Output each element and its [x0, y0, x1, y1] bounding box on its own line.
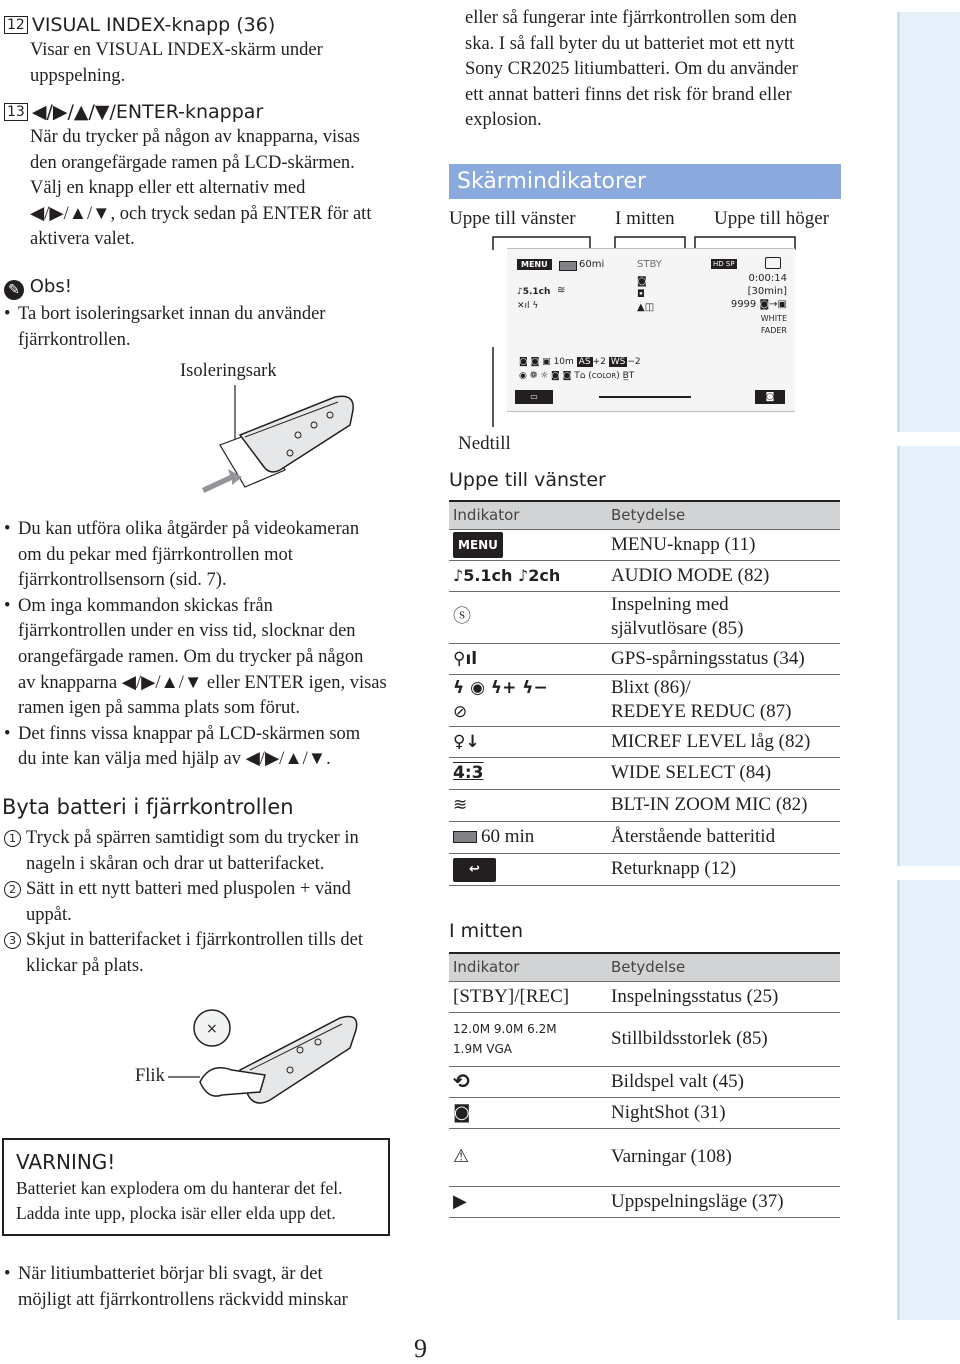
row-meaning: BLT-IN ZOOM MIC (82)	[607, 790, 840, 822]
header-indicator: Indikator	[449, 501, 607, 530]
item-title: VISUAL INDEX-knapp (36)	[31, 14, 276, 36]
screen-camera-button[interactable]: ◙	[755, 390, 785, 404]
step-line: Skjut in batterifacket i fjärrkontrollen tills det	[26, 930, 364, 951]
label-top-left: Uppe till vänster	[449, 208, 576, 229]
page-number: 9	[414, 1334, 427, 1363]
step-number: 3	[4, 932, 21, 949]
row-meaning: Blixt (86)/	[611, 677, 691, 698]
screen-media-icon	[765, 257, 781, 269]
bullet-line: Om inga kommandon skickas från	[18, 595, 273, 616]
row-meaning: GPS-spårningsstatus (34)	[607, 644, 840, 675]
zoom-mic-icon: ≋	[453, 795, 468, 815]
screen-photo-count: 9999 ◙→▣	[730, 299, 787, 310]
table2-title: I mitten	[449, 920, 524, 942]
battery-steps	[4, 826, 404, 980]
warning-line: Batteriet kan explodera om du hanterar det fel.	[16, 1178, 343, 1198]
note-icon: ✎	[4, 280, 24, 300]
bullet-line: När litiumbatteriet börjar bli svagt, är det	[18, 1264, 323, 1284]
row-meaning: NightShot (31)	[607, 1098, 840, 1129]
screen-hd-icon: HD SP	[713, 260, 735, 268]
bullet-list	[4, 517, 404, 773]
table-row	[449, 1187, 840, 1218]
row-meaning: AUDIO MODE (82)	[607, 561, 840, 592]
warning-title: VARNING!	[16, 1150, 116, 1174]
item-body: Visar en VISUAL INDEX-skärm under uppspelning.	[30, 40, 323, 86]
step-line: Tryck på spärren samtidigt som du trycker in	[26, 828, 359, 848]
item-body-line: aktivera valet.	[30, 229, 135, 250]
step-item	[4, 877, 404, 928]
bullet-line: möjligt att fjärrkontrollens räckvidd minskar	[18, 1289, 348, 1310]
screen-center-icons: ◙ ◘ ▲◫	[637, 276, 655, 313]
screen-audio: ♪5.1ch	[517, 287, 551, 297]
item-number: 13	[4, 103, 28, 121]
warning-icons: ⚠	[453, 1146, 470, 1167]
indicator-table-center	[449, 952, 840, 1218]
row-meaning-2: självutlösare (85)	[611, 618, 744, 639]
screen-remaining: [30min]	[747, 286, 787, 297]
stby-rec-indicator: [STBY]/[REC]	[449, 982, 607, 1013]
row-meaning: WIDE SELECT (84)	[607, 758, 840, 790]
screen-menu-icon: MENU	[517, 259, 552, 270]
isolation-sheet-label: Isoleringsark	[180, 361, 277, 381]
row-meaning: Returknapp (12)	[607, 854, 840, 886]
item-13	[4, 99, 424, 253]
label-top-right: Uppe till höger	[714, 208, 830, 229]
table-row	[449, 822, 840, 854]
screen-as: +2	[592, 357, 606, 367]
row-meaning: Varningar (108)	[607, 1129, 840, 1187]
item-body-line: När du trycker på någon av knapparna, visas	[30, 127, 360, 147]
bullet-line: fjärrkontrollsensorn (sid. 7).	[18, 570, 227, 591]
row-meaning: Bildspel valt (45)	[607, 1067, 840, 1098]
mic-level-icon: ♀↓	[453, 731, 480, 752]
label-center: I mitten	[615, 208, 675, 229]
step-line: uppåt.	[26, 904, 72, 925]
bullet-line: om du pekar med fjärrkontrollen mot	[18, 544, 293, 565]
table-row	[449, 530, 840, 561]
screen-white: WHITE	[760, 314, 787, 323]
screen-stby: STBY	[637, 259, 662, 270]
battery-icon	[453, 831, 477, 843]
flash-icons: ϟ ◉ ϟ+ ϟ−	[453, 678, 548, 698]
section-title: Skärmindikatorer	[449, 164, 841, 199]
battery-heading: Byta batteri i fjärrkontrollen	[2, 795, 294, 819]
screen-time: 0:00:14	[748, 273, 787, 284]
text-line: Sony CR2025 litiumbatteri. Om du använder	[465, 59, 798, 80]
step-item	[4, 928, 404, 979]
table-row	[449, 982, 840, 1013]
bullet-line: Det finns vissa knappar på LCD-skärmen som	[18, 723, 361, 744]
playback-mode-icon: ▶	[453, 1190, 467, 1212]
side-tab[interactable]	[897, 12, 960, 432]
item-number: 12	[4, 16, 28, 34]
table-row	[449, 561, 840, 592]
table-row	[449, 1098, 840, 1129]
audio-mode-icon: ♪5.1ch ♪2ch	[453, 565, 561, 585]
header-meaning: Betydelse	[607, 953, 840, 982]
table-row	[449, 727, 840, 758]
bullet-line: Du kan utföra olika åtgärder på videokameran	[18, 519, 360, 539]
svg-text:×: ×	[206, 1021, 218, 1037]
row-meaning: MENU-knapp (11)	[607, 530, 840, 561]
table-row	[449, 644, 840, 675]
step-line: klickar på plats.	[26, 955, 144, 976]
screen-fader: FADER	[760, 326, 787, 335]
slideshow-icon: ⟲	[453, 1068, 470, 1093]
bullet-line: ramen igen på samma plats som förut.	[18, 698, 301, 719]
table-row	[449, 675, 840, 727]
obs-line: Ta bort isoleringsarket innan du använder	[18, 304, 326, 324]
step-line: nageln i skåran och drar ut batterifacket.	[26, 853, 325, 874]
row-meaning: Inspelning med	[611, 594, 729, 615]
indicator-table-top-left	[449, 500, 840, 886]
step-number: 2	[4, 881, 21, 898]
screen-zoom-dist: 10m	[553, 357, 574, 367]
item-12	[4, 12, 404, 89]
screen-playback-button[interactable]: ▭	[515, 390, 553, 404]
table-row	[449, 1129, 840, 1187]
nightshot-icon: ◙	[453, 1101, 471, 1123]
step-line: Sätt in ett nytt batteri med pluspolen + vänd	[26, 879, 351, 900]
table-row	[449, 592, 840, 644]
table-row	[449, 758, 840, 790]
table-header	[449, 501, 840, 530]
row-meaning: Inspelningsstatus (25)	[607, 982, 840, 1013]
item-title: ◀/▶/▲/▼/ENTER-knappar	[31, 101, 264, 123]
image-size-icons: 12.0M 9.0M 6.2M	[453, 1022, 557, 1036]
screen-ws: −2	[627, 357, 641, 367]
bullet-line: orangefärgade ramen. Om du trycker på någon	[18, 646, 364, 667]
row-meaning-2: REDEYE REDUC (87)	[611, 701, 792, 722]
flash-off-icon: ⊘	[453, 702, 468, 722]
row-meaning: Återstående batteritid	[607, 822, 840, 854]
table-row	[449, 1067, 840, 1098]
last-bullet: • När litiumbatteriet börjar bli svagt, är det möjligt att fjärrkontrollens räckvidd minskar	[4, 1262, 404, 1313]
step-number: 1	[4, 830, 21, 847]
header-meaning: Betydelse	[607, 501, 840, 530]
bullet-item: • Det finns vissa knappar på LCD-skärmen som du inte kan välja med hjälp av ◀/▶/▲/▼.	[4, 722, 404, 773]
screen-count: 9999	[730, 299, 757, 310]
return-button-icon: ↩	[453, 858, 496, 882]
item-body-line: den orangefärgade ramen på LCD-skärmen.	[30, 152, 355, 173]
menu-icon: MENU	[453, 532, 503, 558]
camera-screen	[507, 248, 795, 412]
label-bottom: Nedtill	[458, 433, 511, 454]
remote-insulation-illustration	[190, 385, 370, 495]
screen-battery-icon	[559, 261, 577, 271]
side-tab[interactable]	[897, 446, 960, 866]
self-timer-icon: ⓢ	[453, 606, 471, 627]
item-body-line: ◀/▶/▲/▼, och tryck sedan på ENTER för att	[30, 203, 372, 224]
obs-title: Obs!	[29, 276, 72, 297]
item-body-line: Välj en knapp eller ett alternativ med	[30, 178, 306, 199]
wide-select-icon: 4:3	[453, 763, 484, 783]
screen-color: COLOR	[591, 372, 617, 380]
gps-status-icon: ⚲ıl	[453, 648, 478, 669]
screen-battery-time: 60mi	[579, 259, 605, 270]
screen-zoom-mic-icon: ≋	[557, 285, 566, 296]
bullet-line: fjärrkontrollen under en viss tid, slocknar den	[18, 621, 356, 642]
image-size-icons-2: 1.9M VGA	[453, 1042, 512, 1056]
continued-text	[465, 6, 855, 134]
screen-bottom-row2: ◉ ❁ ☼ ◙ ◙ T⌂ (COLOR) B̲T	[519, 371, 635, 381]
step-item	[4, 826, 404, 877]
side-tab[interactable]	[897, 880, 960, 1320]
bullet-item: • Du kan utföra olika åtgärder på videokameran om du pekar med fjärrkontrollen mot fjärrkontrollsensorn (sid. 7).	[4, 517, 404, 594]
obs-line: fjärrkontrollen.	[18, 329, 131, 350]
text-line: ett annat batteri finns det risk för brand eller	[465, 84, 792, 105]
table-row	[449, 854, 840, 886]
warning-box	[2, 1138, 390, 1236]
row-meaning: Uppspelningsläge (37)	[607, 1187, 840, 1218]
text-line: explosion.	[465, 110, 542, 131]
table-header	[449, 953, 840, 982]
obs-note: ✎ Obs! • Ta bort isoleringsarket innan du använder fjärrkontrollen.	[4, 275, 404, 353]
text-line: ska. I så fall byter du ut batteriet mot ett nytt	[465, 33, 795, 54]
header-indicator: Indikator	[449, 953, 607, 982]
warning-line: Ladda inte upp, plocka isär eller elda upp det.	[16, 1203, 336, 1223]
row-meaning: Stillbildsstorlek (85)	[607, 1013, 840, 1067]
tab-label: Flik	[135, 1066, 165, 1086]
table1-title: Uppe till vänster	[449, 469, 606, 491]
table-row	[449, 790, 840, 822]
bullet-item: • Om inga kommandon skickas från fjärrkontrollen under en viss tid, slocknar den orangefärgade ramen. Om du trycker på någon av knapparna ◀/▶/▲/▼ eller ENTER igen, visas ramen igen på samma plats som förut.	[4, 594, 404, 722]
bullet-line: du inte kan välja med hjälp av ◀/▶/▲/▼.	[18, 749, 331, 770]
screen-zoom-bar[interactable]	[599, 396, 691, 398]
battery-replacement-illustration	[160, 1000, 370, 1110]
screen-bottom-row1: ◙ ◙ ▣ 10m AS +2 WS −2	[519, 357, 641, 367]
text-line: eller så fungerar inte fjärrkontrollen som den	[465, 8, 797, 28]
screen-gps-icon: ✕ıl ϟ	[517, 301, 539, 311]
table-row	[449, 1013, 840, 1067]
battery-remaining: 60 min	[481, 826, 535, 847]
bullet-line: av knapparna ◀/▶/▲/▼ eller ENTER igen, visas	[18, 672, 387, 693]
row-meaning: MICREF LEVEL låg (82)	[607, 727, 840, 758]
